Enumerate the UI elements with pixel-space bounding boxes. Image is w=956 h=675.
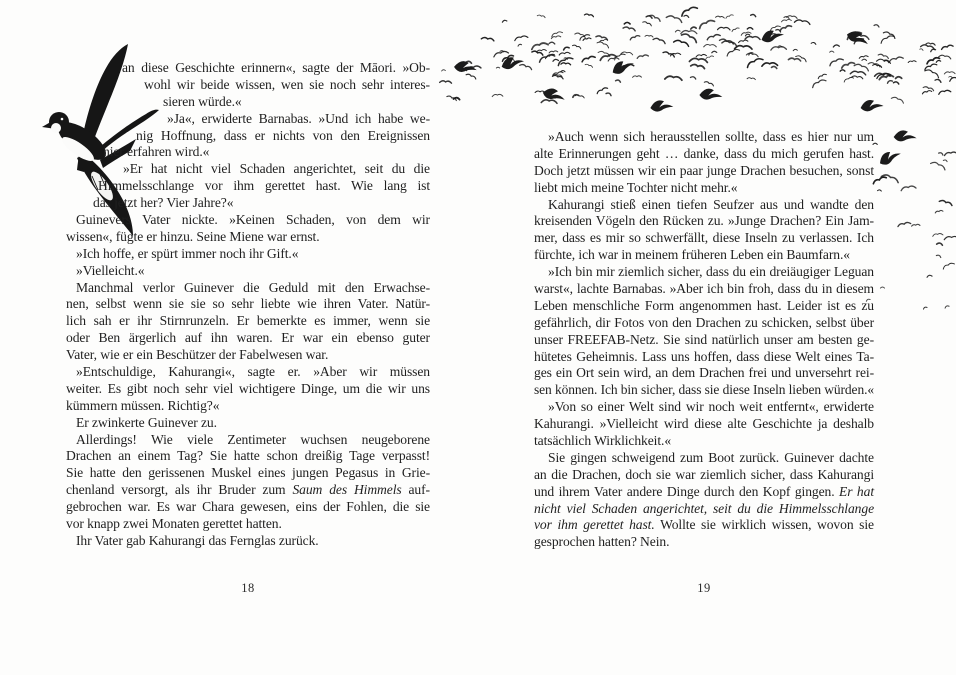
text-line: nen, selbst wenn sie sie so sehr liebte wie ihren Vater. Natür- (66, 296, 430, 312)
text-line: fürchte, ich war in meinem früheren Leben ein Baumfarn.« (534, 247, 850, 263)
text-line: »Ich hoffe, er spürt immer noch ihr Gift.« (76, 245, 299, 261)
text-line: mer, dass es mir so schwerfällt, diese Inseln zu verlassen. Ich (534, 230, 874, 246)
text-line: lich sah er ihr Stirnrunzeln. Er bemerkte es immer, wenn sie (66, 313, 430, 329)
page-18-text (66, 60, 430, 550)
text-line: »Vielleicht.« (76, 262, 145, 278)
text-line: Himmelsschlange vor ihm gerettet hast. Wie lang ist (98, 178, 430, 194)
page-number-right: 19 (697, 581, 711, 595)
text-line: sieren würde.« (163, 93, 242, 109)
text-line: liebt mich meine Tochter nicht mehr.« (534, 179, 738, 195)
text-line: Kahurangi stieß einen tiefen Seufzer aus und wandte den (548, 196, 874, 212)
text-line: Vater, wie er ein Beschützer der Fabelwesen war. (66, 347, 329, 363)
text-line: »Auch wenn sich herausstellen sollte, dass es hier nur um (548, 129, 874, 144)
text-line: Er zwinkerte Guinever zu. (76, 414, 217, 430)
text-line: wissen«, fügte er hinzu. Seine Miene war ernst. (66, 228, 320, 244)
text-line: und ihrem Vater andere Dinge durch den Kopf gingen. Er hat (534, 483, 875, 499)
text-line: nicht viel Schaden angerichtet, seit du die Himmelsschlange (534, 500, 874, 516)
text-line: hier erfahren wird.« (103, 144, 210, 160)
text-line: wohl wir beide wissen, wen sie noch sehr interes- (144, 76, 430, 92)
text-line: »Ja«, erwiderte Barnabas. »Und ich habe we- (167, 110, 430, 126)
text-line: Sie hatte den gerissenen Muskel eines jungen Pegasus in Grie- (66, 465, 430, 481)
text-line: »Ich bin mir ziemlich sicher, dass du ein dreiäugiger Leguan (548, 264, 874, 280)
text-line: Allerdings! Wie viele Zentimeter wuchsen neugeborene (76, 431, 430, 447)
text-line: »Er hat nicht viel Schaden angerichtet, seit du die (123, 161, 430, 177)
text-line: kreisenden Vögeln den Rücken zu. »Junge Drachen? Ein Jam- (534, 213, 874, 229)
page-number-left: 18 (241, 581, 255, 595)
text-line: Kahurangi. »Vielleicht wird diese alte Geschichte ja deshalb (534, 416, 874, 432)
text-line: Leben menschliche Form angenommen hast. Leider ist es zu (534, 297, 874, 313)
text-line: unser FREEFAB-Netz. Sie sind natürlich unser am besten ge- (534, 331, 874, 347)
text-line: weiter. Es gibt noch sehr viel wichtigere Dinge, um die wir uns (66, 380, 430, 396)
text-line: vor ihm gerettet hast. Wollte sie wirklich wissen, wovon sie (534, 517, 874, 533)
text-line: nig Hoffnung, dass er nichts von den Ereignissen (136, 127, 430, 143)
text-line: sen können. Ich bin sicher, dass sie diese Inseln lieben würden.« (534, 382, 874, 398)
text-line: gesprochen hatten? Nein. (534, 534, 670, 550)
text-line: tatsächlich Wirklichkeit.« (534, 433, 672, 449)
text-line: alte Erinnerungen geht … danke, dass du mich gerufen hast. (534, 145, 874, 161)
text-line: Drachen an einem Tag? Sie hatte schon dreißig Tage verpasst! (66, 448, 430, 464)
text-line: Guinevers Vater nickte. »Keinen Schaden, von dem wir (76, 212, 430, 228)
text-line: oder Ben ärgerlich auf ihn waren. Er war ein ebenso guter (66, 330, 430, 346)
text-line: an die Drachen, doch sie war ziemlich sicher, dass Kahurangi (534, 466, 874, 482)
text-line: Sie gingen schweigend zum Boot zurück. Guinever dachte (548, 449, 874, 465)
text-line: gefährlich, dir Fotos von den Drachen zu schicken, selbst über (534, 314, 874, 330)
text-line: »Von so einer Welt sind wir noch weit entfernt«, erwiderte (548, 399, 874, 415)
text-line: warst«, lachte Barnabas. »Aber ich bin froh, dass du in diesem (534, 281, 874, 297)
text-line: »Entschuldige, Kahurangi«, sagte er. »Aber wir müssen (76, 364, 430, 380)
text-line: gebrochen war. Es war Chara gewesen, eins der Fohlen, die sie (66, 499, 430, 515)
text-line: Doch jetzt müssen wir ein paar junge Drachen besuchen, sonst (534, 162, 874, 178)
text-line: das jetzt her? Vier Jahre?« (93, 195, 234, 211)
text-line: chenland versorgt, als ihr Bruder zum Saum des Himmels auf- (66, 482, 430, 498)
page-19-text (534, 129, 874, 551)
text-line: hütetes Geheimnis. Lass uns hoffen, dass diese Welt eines Ta- (534, 348, 874, 364)
text-line: vor knapp zwei Monaten gerettet hatten. (66, 516, 282, 532)
text-line: Ihr Vater gab Kahurangi das Fernglas zurück. (76, 532, 319, 548)
text-line: an diese Geschichte erinnern«, sagte der Māori. »Ob- (122, 60, 430, 75)
text-line: ges ein Ort sein wird, an dem Drachen frei und unversehrt rei- (534, 365, 874, 381)
text-line: kümmern müssen. Richtig?« (66, 397, 220, 413)
text-line: Manchmal verlor Guinever die Geduld mit den Erwachse- (76, 279, 430, 295)
